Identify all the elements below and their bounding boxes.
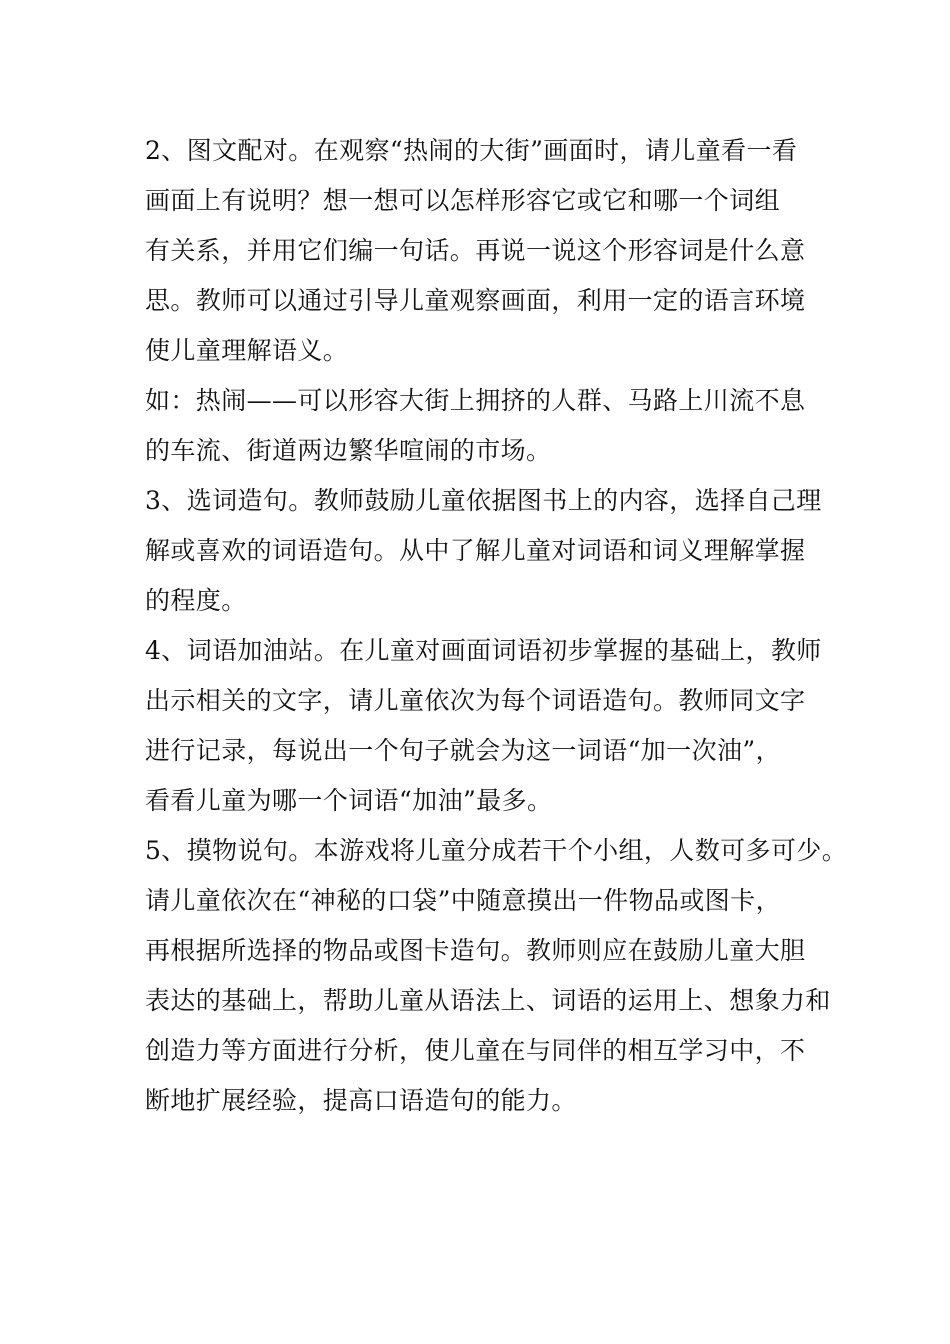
text-line: 使儿童理解语义。 bbox=[145, 336, 349, 365]
text-line: 解或喜欢的词语造句。从中了解儿童对词语和词义理解掌握 bbox=[145, 536, 806, 565]
document-body bbox=[145, 126, 848, 1126]
text-line: 表达的基础上，帮助儿童从语法上、词语的运用上、想象力和 bbox=[145, 986, 831, 1015]
text-line: 2、图文配对。在观察“热闹的大街”画面时，请儿童看一看 bbox=[145, 136, 798, 165]
text-line: 如：热闹——可以形容大街上拥挤的人群、马路上川流不息 bbox=[145, 386, 806, 415]
text-line: 出示相关的文字，请儿童依次为每个词语造句。教师同文字 bbox=[145, 686, 806, 715]
text-line: 断地扩展经验，提高口语造句的能力。 bbox=[145, 1086, 577, 1115]
text-line: 的车流、街道两边繁华喧闹的市场。 bbox=[145, 436, 552, 465]
text-line: 请儿童依次在“神秘的口袋”中随意摸出一件物品或图卡， bbox=[145, 886, 781, 915]
text-line: 再根据所选择的物品或图卡造句。教师则应在鼓励儿童大胆 bbox=[145, 936, 806, 965]
text-line: 画面上有说明？想一想可以怎样形容它或它和哪一个词组 bbox=[145, 186, 781, 215]
text-line: 有关系，并用它们编一句话。再说一说这个形容词是什么意 bbox=[145, 236, 806, 265]
text-line: 思。教师可以通过引导儿童观察画面，利用一定的语言环境 bbox=[145, 286, 806, 315]
text-line: 3、选词造句。教师鼓励儿童依据图书上的内容，选择自己理 bbox=[145, 486, 822, 515]
text-line: 4、词语加油站。在儿童对画面词语初步掌握的基础上，教师 bbox=[145, 636, 822, 665]
text-line: 进行记录，每说出一个句子就会为这一词语“加一次油”， bbox=[145, 736, 781, 765]
text-line: 的程度。 bbox=[145, 586, 247, 615]
text-line: 5、摸物说句。本游戏将儿童分成若干个小组，人数可多可少。 bbox=[145, 836, 848, 865]
text-line: 看看儿童为哪一个词语“加油”最多。 bbox=[145, 786, 553, 815]
text-line: 创造力等方面进行分析，使儿童在与同伴的相互学习中，不 bbox=[145, 1036, 806, 1065]
